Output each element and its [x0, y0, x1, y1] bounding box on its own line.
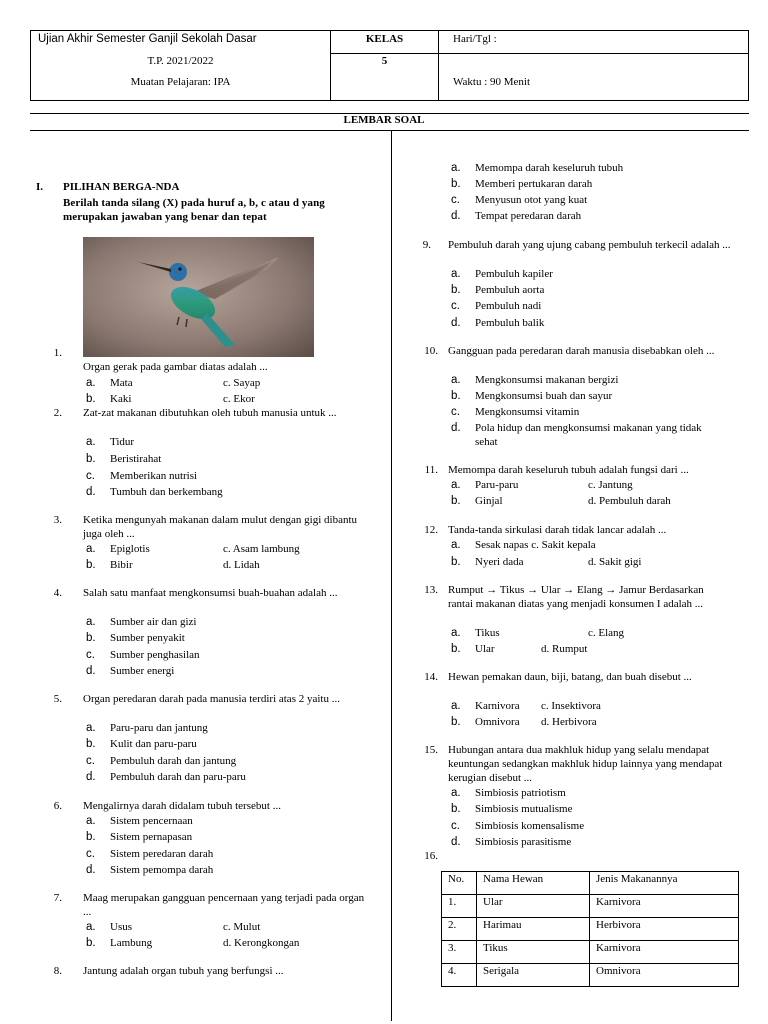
option-letter: c. — [86, 848, 95, 860]
question-number: 1. — [53, 347, 62, 359]
header-school-cell — [31, 31, 331, 101]
option-text: Mengkonsumsi vitamin — [475, 406, 580, 418]
option-text: Sistem pemompa darah — [110, 864, 214, 876]
school-year: T.P. 2021/2022 — [147, 55, 214, 67]
table-header-cell: Nama Hewan — [477, 872, 590, 895]
option-text: Pembuluh kapiler — [475, 268, 553, 280]
option-letter: b. — [451, 495, 461, 507]
option-letter: b. — [86, 393, 96, 405]
option-letter: a. — [451, 627, 461, 639]
option-letter: d. — [86, 771, 96, 783]
sheet-title-rule — [30, 130, 749, 131]
option-letter: a. — [451, 479, 461, 491]
option-text: c. Elang — [588, 627, 625, 639]
option-text: c. Asam lambung — [223, 543, 300, 555]
option-text: Omnivora — [475, 716, 520, 728]
option-text: Sistem pernapasan — [110, 831, 193, 843]
option-text: Simbiosis parasitisme — [475, 836, 572, 848]
option-letter: b. — [451, 803, 461, 815]
option-letter: c. — [451, 300, 460, 312]
option-letter: d. — [451, 317, 461, 329]
option-text: Mata — [110, 377, 133, 389]
table-cell: Tikus — [477, 941, 590, 964]
option-text: Sumber energi — [110, 665, 175, 677]
section-heading — [36, 181, 179, 193]
option-letter: b. — [451, 716, 461, 728]
option-text: d. Lidah — [223, 559, 260, 571]
option-letter: a. — [86, 377, 96, 389]
duration: Waktu : 90 Menit — [453, 76, 531, 88]
option-text: Pembuluh darah dan paru-paru — [110, 771, 246, 783]
option-text: Usus — [110, 921, 133, 933]
question-number: 6. — [53, 800, 62, 812]
option-text: Sumber penyakit — [110, 632, 185, 644]
option-text: d. Kerongkongan — [223, 937, 300, 949]
table-header-cell: Jenis Makanannya — [590, 872, 739, 895]
option-text: c. Mulut — [223, 921, 261, 933]
option-text: Simbiosis patriotism — [475, 787, 566, 799]
option-letter: b. — [451, 556, 461, 568]
option-text: Kaki — [110, 393, 132, 405]
option-text: Lambung — [110, 937, 153, 949]
option-text: Pembuluh balik — [475, 317, 545, 329]
table-cell: Karnivora — [590, 941, 739, 964]
section-number: I. — [36, 181, 44, 193]
table-cell: Serigala — [477, 964, 590, 987]
option-text: Mengkonsumsi makanan bergizi — [475, 374, 619, 386]
table-cell: 2. — [442, 918, 477, 941]
question-number: 10. — [424, 345, 438, 357]
question-number: 8. — [53, 965, 62, 977]
option-text: Memberi pertukaran darah — [475, 178, 593, 190]
question-number: 14. — [424, 671, 438, 683]
question-text: Organ gerak pada gambar diatas adalah ... — [83, 361, 268, 373]
option-text: c. Insektivora — [541, 700, 601, 712]
option-letter: b. — [451, 643, 461, 655]
question-number: 2. — [53, 407, 62, 419]
option-letter: a. — [451, 374, 461, 386]
question-text: Gangguan pada peredaran darah manusia disebabkan oleh ... — [448, 345, 715, 357]
option-text: d. Sakit gigi — [588, 556, 642, 568]
table-row — [442, 964, 739, 987]
question-text: Zat-zat makanan dibutuhkan oleh tubuh manusia untuk ... — [83, 407, 337, 419]
option-text: Memberikan nutrisi — [110, 470, 198, 482]
option-letter: a. — [86, 616, 96, 628]
option-letter: b. — [86, 632, 96, 644]
option-letter: a. — [451, 162, 461, 174]
table-cell: 3. — [442, 941, 477, 964]
option-text: Paru-paru dan jantung — [110, 722, 208, 734]
question-text: Hubungan antara dua makhluk hidup yang selalu mendapat keuntungan sedangkan makhluk hidup lainnya yang mendapat kerugian disebut ... — [448, 744, 723, 784]
option-letter: b. — [451, 284, 461, 296]
option-letter: a. — [86, 722, 96, 734]
question-text: Organ peredaran darah pada manusia terdiri atas 2 yaitu ... — [83, 693, 340, 705]
option-text: Tumbuh dan berkembang — [110, 486, 223, 498]
option-text: d. Herbivora — [541, 716, 597, 728]
option-letter: c. — [86, 755, 95, 767]
column-divider — [391, 131, 392, 1021]
table-cell: Karnivora — [590, 895, 739, 918]
option-text: Pembuluh nadi — [475, 300, 542, 312]
option-letter: c. — [451, 406, 460, 418]
option-text: Sumber air dan gizi — [110, 616, 197, 628]
class-label: KELAS — [331, 31, 438, 54]
option-text: Pola hidup dan mengkonsumsi makanan yang tidak sehat — [475, 422, 702, 448]
option-text: Simbiosis komensalisme — [475, 820, 585, 832]
option-text: Memompa darah keseluruh tubuh — [475, 162, 624, 174]
question-text: Memompa darah keseluruh tubuh adalah fungsi dari ... — [448, 464, 689, 476]
option-text: c. Sayap — [223, 377, 261, 389]
option-text: Epiglotis — [110, 543, 150, 555]
question-number: 16. — [424, 850, 438, 862]
question-number: 12. — [424, 524, 438, 536]
option-text: Tikus — [475, 627, 500, 639]
question-text: Maag merupakan gangguan pencernaan yang terjadi pada organ ... — [83, 892, 365, 918]
option-text: c. Jantung — [588, 479, 633, 491]
question-number: 11. — [424, 464, 438, 476]
table-cell: Harimau — [477, 918, 590, 941]
option-letter: a. — [86, 815, 96, 827]
option-letter: b. — [451, 178, 461, 190]
table-row — [442, 895, 739, 918]
section-title: PILIHAN BERGA-NDA — [63, 181, 180, 193]
option-letter: b. — [86, 559, 96, 571]
sheet-title: LEMBAR SOAL — [343, 114, 425, 126]
option-text: Bibir — [110, 559, 133, 571]
class-value: 5 — [381, 55, 388, 67]
option-text: c. Ekor — [223, 393, 255, 405]
question-number: 3. — [53, 514, 62, 526]
question-number: 4. — [53, 587, 62, 599]
option-text: Tempat peredaran darah — [475, 210, 582, 222]
table-cell: Ular — [477, 895, 590, 918]
option-letter: a. — [451, 787, 461, 799]
option-text: Beristirahat — [110, 453, 162, 465]
option-text: Ular — [475, 643, 495, 655]
date-label: Hari/Tgl : — [439, 31, 748, 54]
option-text: Pembuluh darah dan jantung — [110, 755, 237, 767]
option-text: Mengkonsumsi buah dan sayur — [475, 390, 613, 402]
option-text: Tidur — [110, 436, 135, 448]
option-letter: d. — [451, 836, 461, 848]
option-text: Simbiosis mutualisme — [475, 803, 573, 815]
question-text: Ketika mengunyah makanan dalam mulut dengan gigi dibantu juga oleh ... — [83, 514, 358, 540]
option-letter: b. — [86, 453, 96, 465]
option-letter: c. — [86, 649, 95, 661]
table-cell: 4. — [442, 964, 477, 987]
option-text: Karnivora — [475, 700, 520, 712]
option-letter: b. — [451, 390, 461, 402]
option-letter: a. — [86, 543, 96, 555]
animal-table — [441, 871, 739, 987]
question-text: Jantung adalah organ tubuh yang berfungsi ... — [83, 965, 284, 977]
option-letter: d. — [86, 864, 96, 876]
question-number: 13. — [424, 584, 438, 596]
exam-title: Ujian Akhir Semester Ganjil Sekolah Dasar — [38, 33, 257, 45]
question-number: 7. — [53, 892, 62, 904]
header-class-cell — [331, 31, 439, 101]
option-letter: d. — [451, 422, 461, 434]
option-text: Paru-paru — [475, 479, 519, 491]
option-text: d. Pembuluh darah — [588, 495, 671, 507]
question-text: Hewan pemakan daun, biji, batang, dan buah disebut ... — [448, 671, 692, 683]
hummingbird-photo — [83, 237, 314, 357]
question-number: 9. — [422, 239, 431, 251]
question-number: 15. — [424, 744, 438, 756]
header-table — [30, 30, 749, 101]
option-text: d. Rumput — [541, 643, 588, 655]
option-letter: a. — [86, 921, 96, 933]
table-header-row — [442, 872, 739, 895]
question-text: Salah satu manfaat mengkonsumsi buah-buahan adalah ... — [83, 587, 338, 599]
option-letter: b. — [86, 937, 96, 949]
option-letter: c. — [86, 470, 95, 482]
option-text: Kulit dan paru-paru — [110, 738, 197, 750]
option-letter: d. — [86, 486, 96, 498]
section-instruction: Berilah tanda silang (X) pada huruf a, b, c atau d yang merupakan jawaban yang benar dan tepat — [63, 197, 325, 223]
option-letter: a. — [451, 539, 461, 551]
option-letter: d. — [451, 210, 461, 222]
option-text: Menyusun otot yang kuat — [475, 194, 588, 206]
question-text: Tanda-tanda sirkulasi darah tidak lancar adalah ... — [448, 524, 667, 536]
question-text: Mengalirnya darah didalam tubuh tersebut ... — [83, 800, 281, 812]
option-text: Pembuluh aorta — [475, 284, 545, 296]
table-cell: 1. — [442, 895, 477, 918]
option-text: Sumber penghasilan — [110, 649, 200, 661]
option-letter: d. — [86, 665, 96, 677]
question-text: Rumput → Tikus → Ular → Elang → Jamur Berdasarkan rantai makanan diatas yang menjadi konsumen I adalah ... — [448, 584, 704, 610]
question-text: Pembuluh darah yang ujung cabang pembuluh terkecil adalah ... — [448, 239, 731, 251]
option-letter: a. — [86, 436, 96, 448]
option-text: Sistem peredaran darah — [110, 848, 214, 860]
option-text: Sistem pencernaan — [110, 815, 193, 827]
table-row — [442, 918, 739, 941]
table-header-cell: No. — [442, 872, 477, 895]
option-letter: a. — [451, 700, 461, 712]
header-date-cell — [439, 31, 749, 101]
question-number: 5. — [53, 693, 62, 705]
table-row — [442, 941, 739, 964]
option-letter: c. — [451, 820, 460, 832]
option-letter: c. — [451, 194, 460, 206]
option-text: Sesak napas c. Sakit kepala — [475, 539, 596, 551]
option-text: Nyeri dada — [475, 556, 524, 568]
option-text: Ginjal — [475, 495, 503, 507]
option-letter: b. — [86, 831, 96, 843]
table-cell: Omnivora — [590, 964, 739, 987]
option-letter: a. — [451, 268, 461, 280]
subject: Muatan Pelajaran: IPA — [130, 76, 231, 88]
option-letter: b. — [86, 738, 96, 750]
table-cell: Herbivora — [590, 918, 739, 941]
